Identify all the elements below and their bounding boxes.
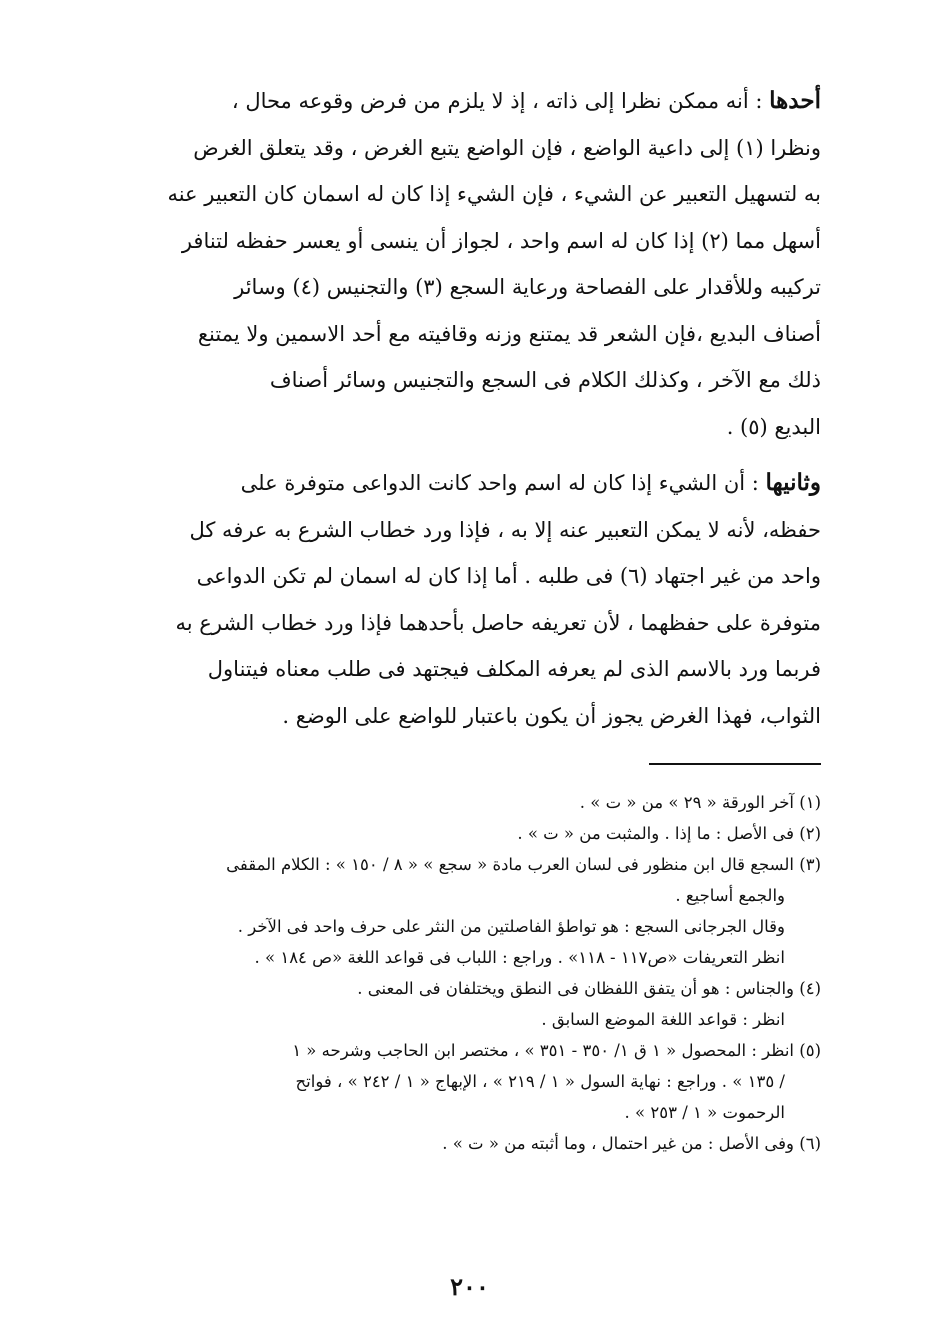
body-line: متوفرة على حفظهما ، لأن تعريفه حاصل بأحدهما فإذا ورد خطاب الشرع به xyxy=(175,610,821,635)
footnote-line: (٣) السجع قال ابن منظور فى لسان العرب مادة « سجع » « ٨ / ١٥٠ » : الكلام المقفى xyxy=(226,855,821,874)
body-line: ونظرا (١) إلى داعية الواضع ، فإن الواضع يتبع الغرض ، وقد يتعلق الغرض xyxy=(193,135,821,160)
footnote-line: (١) آخر الورقة « ٢٩ » من « ت » . xyxy=(579,793,821,812)
page-number: ٢٠٠ xyxy=(450,1272,489,1301)
footnote-line: / ١٣٥ » . وراجع : نهاية السول « ١ / ٢١٩ » ، الإبهاج « ١ / ٢٤٢ » ، فواتح xyxy=(295,1072,785,1091)
footnote-line: (٢) فى الأصل : ما إذا . والمثبت من « ت » . xyxy=(517,824,821,843)
body-line: ذلك مع الآخر ، وكذلك الكلام فى السجع والتجنيس وسائر أصناف xyxy=(269,368,821,392)
footnote-line: وقال الجرجانى السجع : هو تواطؤ الفاصلتين من النثر على حرف واحد فى الآخر . xyxy=(237,917,785,936)
body-line: أصناف البديع ،فإن الشعر قد يمتنع وزنه وقافيته مع أحد الاسمين ولا يمتنع xyxy=(197,321,821,346)
footnote-line: انظر : قواعد اللغة الموضع السابق . xyxy=(541,1010,785,1029)
body-line: به لتسهيل التعبير عن الشيء ، فإن الشيء إذا كان له اسمان كان التعبير عنه xyxy=(167,182,821,206)
footnote-line: الرحموت « ١ / ٢٥٣ » . xyxy=(624,1103,785,1122)
body-line: أسهل مما (٢) إذا كان له اسم واحد ، لجواز أن ينسى أو يعسر حفظه لتنافر xyxy=(181,228,821,253)
footnotes xyxy=(104,787,821,1159)
body-line: تركيبه وللأقدار على الفصاحة ورعاية السجع (٣) والتجنيس (٤) وسائر xyxy=(234,275,821,299)
body-line: حفظه، لأنه لا يمكن التعبير عنه إلا به ، فإذا ورد خطاب الشرع به عرفه كل xyxy=(189,517,821,542)
paragraph-second xyxy=(104,460,821,739)
paragraph-first xyxy=(104,78,821,450)
body-line: واحد من غير اجتهاد (٦) فى طلبه . أما إذا كان له اسمان لم تكن الدواعى xyxy=(196,564,821,588)
body-line: البديع (٥) . xyxy=(726,414,821,439)
footnote-line: (٥) انظر : المحصول « ١ ق ١/ ٣٥٠ - ٣٥١ » ، مختصر ابن الحاجب وشرحه « ١ xyxy=(292,1041,821,1060)
footnote-line: والجمع أساجيع . xyxy=(675,886,785,905)
footnote-line: انظر التعريفات «ص١١٧ - ١١٨» . وراجع : اللباب فى قواعد اللغة «ص ١٨٤ » . xyxy=(254,948,785,967)
body-line: فربما ورد بالاسم الذى لم يعرفه المكلف فيجتهد فى طلب معناه فيتناول xyxy=(207,657,821,681)
footnote-line: (٦) وفى الأصل : من غير احتمال ، وما أثبته من « ت » . xyxy=(442,1134,821,1153)
body-line-text: : أن الشيء إذا كان له اسم واحد كانت الدواعى متوفرة على xyxy=(240,471,759,495)
body-line-text: : أنه ممكن نظرا إلى ذاته ، إذ لا يلزم من فرض وقوعه محال ، xyxy=(231,89,763,113)
body-line xyxy=(104,78,821,125)
paragraph-lead-word: وثانيها xyxy=(765,469,821,496)
body-line xyxy=(104,460,821,507)
body-line: الثواب، فهذا الغرض يجوز أن يكون باعتبار للواضع على الوضع . xyxy=(282,703,821,728)
paragraph-lead-word: أحدها xyxy=(769,87,821,114)
footnote-line: (٤) والجناس : هو أن يتفق اللفظان فى النطق ويختلفان فى المعنى . xyxy=(357,979,821,998)
footnote-separator xyxy=(649,763,821,765)
